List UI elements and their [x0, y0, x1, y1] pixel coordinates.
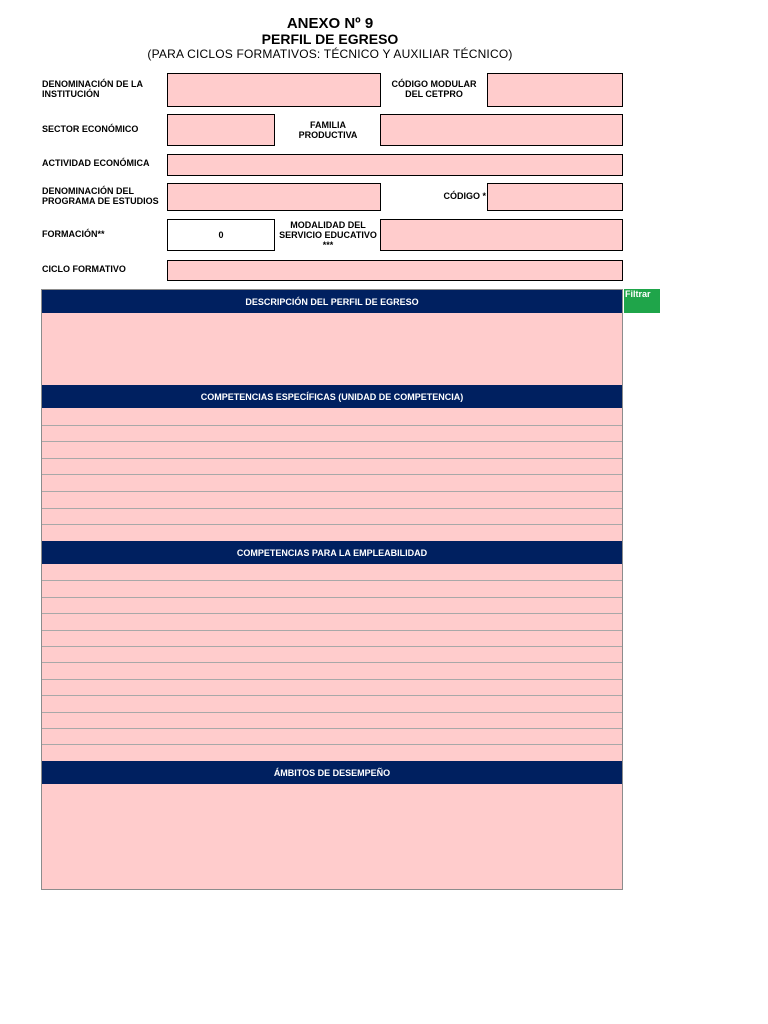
- programa-field[interactable]: [167, 183, 381, 211]
- programa-label: DENOMINACIÓN DEL PROGRAMA DE ESTUDIOS: [42, 186, 159, 206]
- institucion-field[interactable]: [167, 73, 381, 107]
- row-divider: [42, 524, 622, 525]
- row-divider: [42, 425, 622, 426]
- row-divider: [42, 728, 622, 729]
- ciclo-field[interactable]: [167, 260, 623, 281]
- codigo-field[interactable]: [487, 183, 623, 211]
- codigo-modular-field[interactable]: [487, 73, 623, 107]
- row-divider: [42, 474, 622, 475]
- row-divider: [42, 580, 622, 581]
- empleabilidad-header: COMPETENCIAS PARA LA EMPLEABILIDAD: [42, 541, 622, 564]
- codigo-label: CÓDIGO *: [443, 191, 486, 201]
- row-divider: [42, 695, 622, 696]
- familia-label: FAMILIA PRODUCTIVA: [298, 120, 358, 140]
- row-divider: [42, 441, 622, 442]
- row-divider: [42, 744, 622, 745]
- codigo-modular-label: CÓDIGO MODULAR DEL CETPRO: [391, 79, 477, 99]
- row-divider: [42, 491, 622, 492]
- familia-field[interactable]: [380, 114, 623, 146]
- ambitos-header: ÁMBITOS DE DESEMPEÑO: [42, 761, 622, 784]
- descripcion-header: DESCRIPCIÓN DEL PERFIL DE EGRESO: [42, 290, 622, 313]
- row-divider: [42, 630, 622, 631]
- sector-field[interactable]: [167, 114, 275, 146]
- row-divider: [42, 662, 622, 663]
- formacion-label: FORMACIÓN**: [42, 229, 105, 239]
- annex-title: ANEXO Nº 9: [286, 15, 374, 32]
- perfil-table: [41, 289, 623, 890]
- row-divider: [42, 679, 622, 680]
- row-divider: [42, 712, 622, 713]
- filter-button[interactable]: Filtrar: [624, 289, 660, 313]
- sector-label: SECTOR ECONÓMICO: [42, 124, 139, 134]
- descripcion-cell[interactable]: [42, 313, 622, 385]
- row-divider: [42, 646, 622, 647]
- competencias-especificas-header: COMPETENCIAS ESPECÍFICAS (UNIDAD DE COMPETENCIA): [42, 385, 622, 408]
- document-note: (PARA CICLOS FORMATIVOS: TÉCNICO Y AUXILIAR TÉCNICO): [147, 47, 513, 61]
- actividad-field[interactable]: [167, 154, 623, 176]
- institucion-label: DENOMINACIÓN DE LA INSTITUCIÓN: [42, 79, 143, 99]
- modalidad-field[interactable]: [380, 219, 623, 251]
- row-divider: [42, 613, 622, 614]
- document-title: PERFIL DE EGRESO: [261, 31, 399, 47]
- formacion-field[interactable]: 0: [167, 219, 275, 251]
- actividad-label: ACTIVIDAD ECONÓMICA: [42, 158, 150, 168]
- row-divider: [42, 508, 622, 509]
- row-divider: [42, 597, 622, 598]
- modalidad-label: MODALIDAD DEL SERVICIO EDUCATIVO ***: [279, 220, 377, 250]
- ambitos-cell[interactable]: [42, 784, 622, 889]
- row-divider: [42, 458, 622, 459]
- ciclo-label: CICLO FORMATIVO: [42, 264, 126, 274]
